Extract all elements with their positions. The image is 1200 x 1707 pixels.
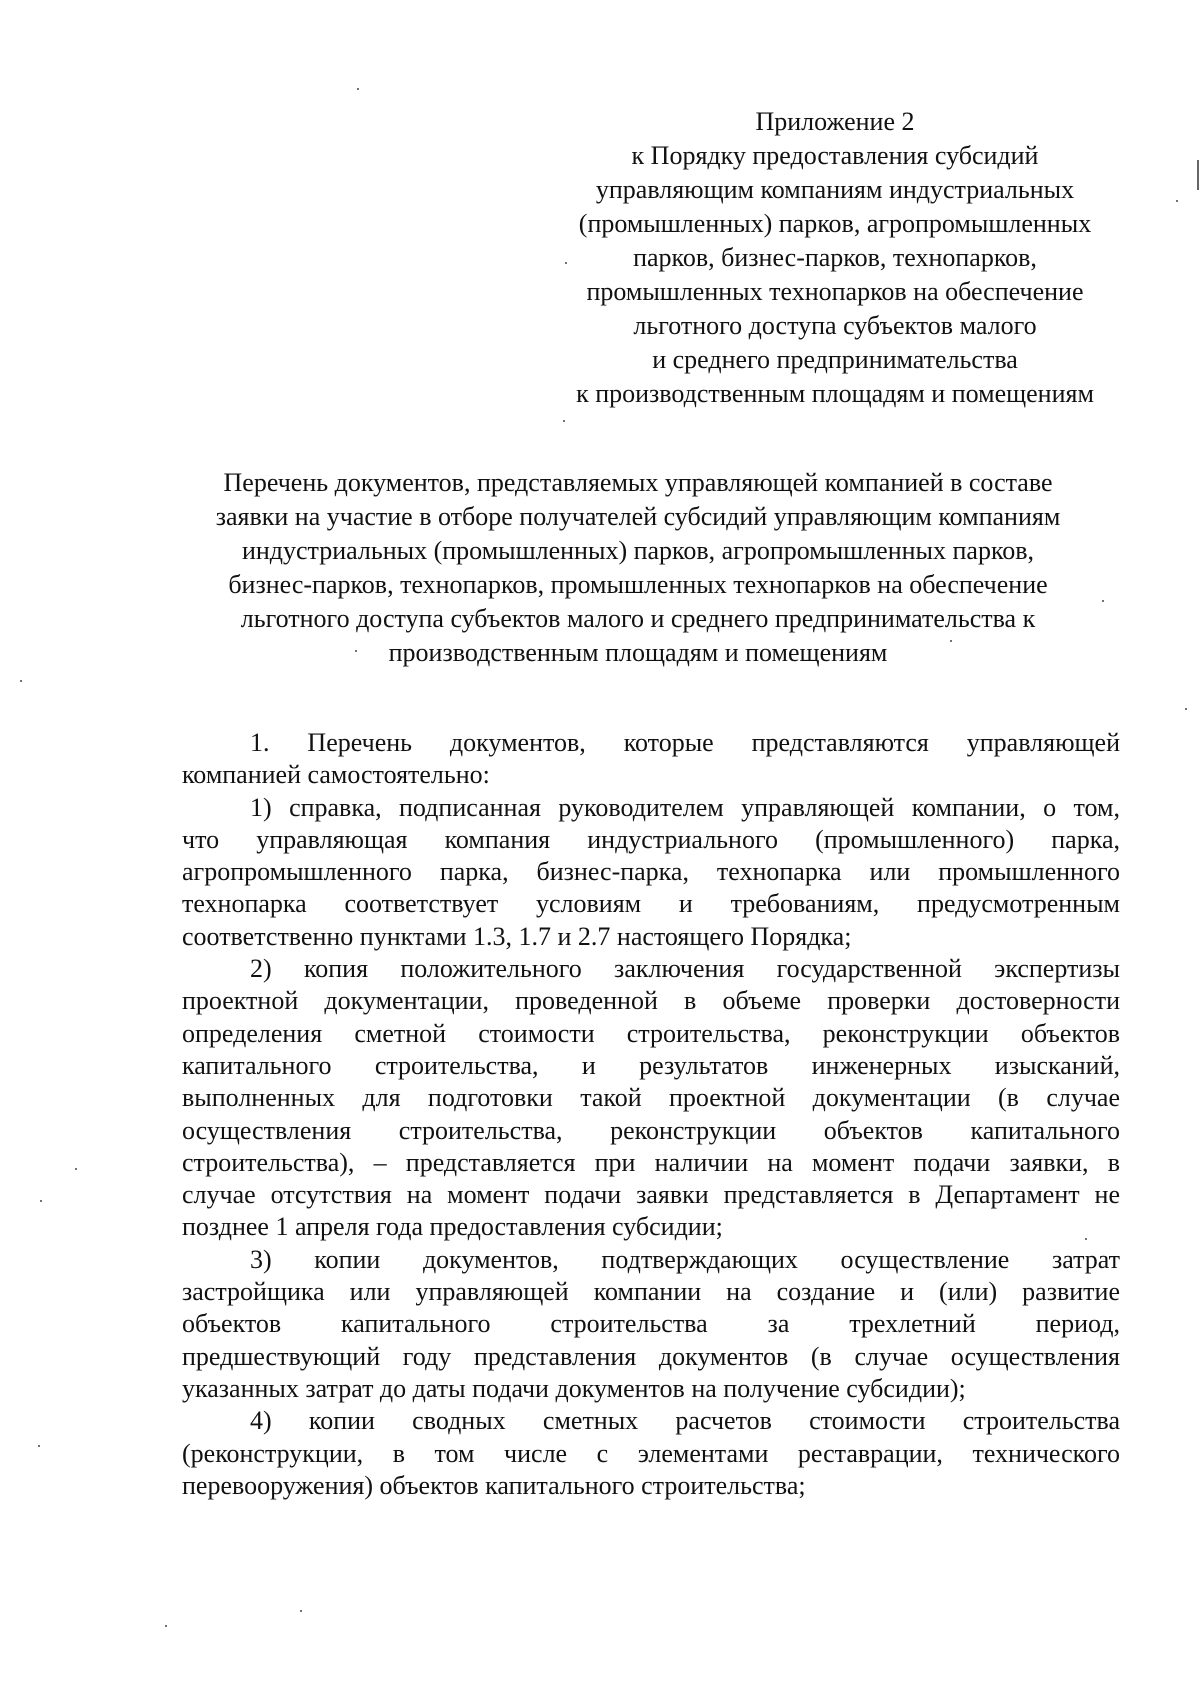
body-line: 2) копия положительного заключения государственной экспертизы	[250, 954, 1120, 984]
title-line: индустриальных (промышленных) парков, агропромышленных парков,	[241, 536, 1035, 565]
body-line: случае отсутствия на момент подачи заявки представляется в Департамент не	[182, 1180, 1120, 1210]
scan-speck	[355, 650, 357, 652]
title-line: льготного доступа субъектов малого и среднего предпринимательства к	[240, 604, 1036, 633]
body-line: соответственно пунктами 1.3, 1.7 и 2.7 настоящего Порядка;	[182, 921, 852, 951]
body-line: объектов капитального строительства за трехлетний период,	[182, 1309, 1120, 1339]
body-line: проектной документации, проведенной в объеме проверки достоверности	[182, 986, 1120, 1016]
body-line: что управляющая компания индустриального (промышленного) парка,	[182, 824, 1120, 854]
appendix-header	[535, 105, 1135, 411]
title-line: заявки на участие в отборе получателей субсидий управляющим компаниям	[215, 502, 1061, 531]
title-line: Перечень документов, представляемых управляющей компанией в составе	[223, 468, 1053, 497]
appendix-line: к производственным площадям и помещениям	[576, 379, 1094, 408]
body-line: перевооружения) объектов капитального строительства;	[182, 1470, 806, 1500]
body-line: застройщика или управляющей компании на создание и (или) развитие	[182, 1277, 1120, 1307]
scan-speck	[357, 88, 359, 90]
body-line: предшествующий году представления документов (в случае осуществления	[182, 1341, 1120, 1371]
appendix-line: (промышленных) парков, агропромышленных	[578, 209, 1092, 238]
scan-speck	[38, 1445, 40, 1447]
scan-speck	[1176, 200, 1178, 202]
scan-speck	[1102, 600, 1104, 602]
scan-speck	[1085, 1238, 1087, 1240]
appendix-line: парков, бизнес-парков, технопарков,	[633, 243, 1037, 272]
scan-speck	[950, 640, 952, 642]
scan-speck	[1185, 708, 1187, 710]
scan-speck	[20, 680, 22, 682]
appendix-line: к Порядку предоставления субсидий	[631, 141, 1039, 170]
scan-speck	[75, 1168, 77, 1170]
body-line: осуществления строительства, реконструкции объектов капитального	[182, 1115, 1120, 1145]
scan-speck	[165, 1625, 167, 1627]
body-line: 4) копии сводных сметных расчетов стоимости строительства	[250, 1406, 1120, 1436]
scan-speck	[563, 420, 565, 422]
body-line: выполненных для подготовки такой проектной документации (в случае	[182, 1083, 1120, 1113]
body-line: 1. Перечень документов, которые представляются управляющей	[250, 728, 1120, 757]
body-line: (реконструкции, в том числе с элементами реставрации, технического	[182, 1438, 1120, 1468]
body-line: 1) справка, подписанная руководителем управляющей компании, о том,	[250, 792, 1120, 822]
appendix-line: промышленных технопарков на обеспечение	[586, 277, 1084, 306]
body-line: 3) копии документов, подтверждающих осуществление затрат	[250, 1244, 1120, 1274]
scan-mark	[1197, 160, 1199, 190]
document-body	[182, 727, 1120, 1502]
appendix-line: управляющим компаниям индустриальных	[595, 175, 1075, 204]
appendix-line: льготного доступа субъектов малого	[633, 311, 1037, 340]
body-line: технопарка соответствует условиям и требованиям, предусмотренным	[182, 889, 1120, 919]
body-line: указанных затрат до даты подачи документов на получение субсидии);	[182, 1373, 966, 1403]
scan-speck	[300, 1610, 302, 1612]
body-line: агропромышленного парка, бизнес-парка, технопарка или промышленного	[182, 857, 1120, 887]
appendix-line: и среднего предпринимательства	[652, 345, 1018, 374]
appendix-line: Приложение 2	[755, 107, 915, 136]
body-line: компанией самостоятельно:	[182, 760, 490, 790]
title-line: производственным площадям и помещениям	[388, 638, 888, 667]
scan-speck	[565, 262, 567, 264]
document-title	[178, 466, 1098, 670]
body-line: капитального строительства, и результатов инженерных изысканий,	[182, 1050, 1120, 1080]
body-line: позднее 1 апреля года предоставления субсидии;	[182, 1212, 723, 1242]
body-line: строительства), – представляется при наличии на момент подачи заявки, в	[182, 1147, 1120, 1177]
scan-speck	[40, 1200, 42, 1202]
title-line: бизнес-парков, технопарков, промышленных технопарков на обеспечение	[228, 570, 1048, 599]
body-line: определения сметной стоимости строительства, реконструкции объектов	[182, 1018, 1120, 1048]
